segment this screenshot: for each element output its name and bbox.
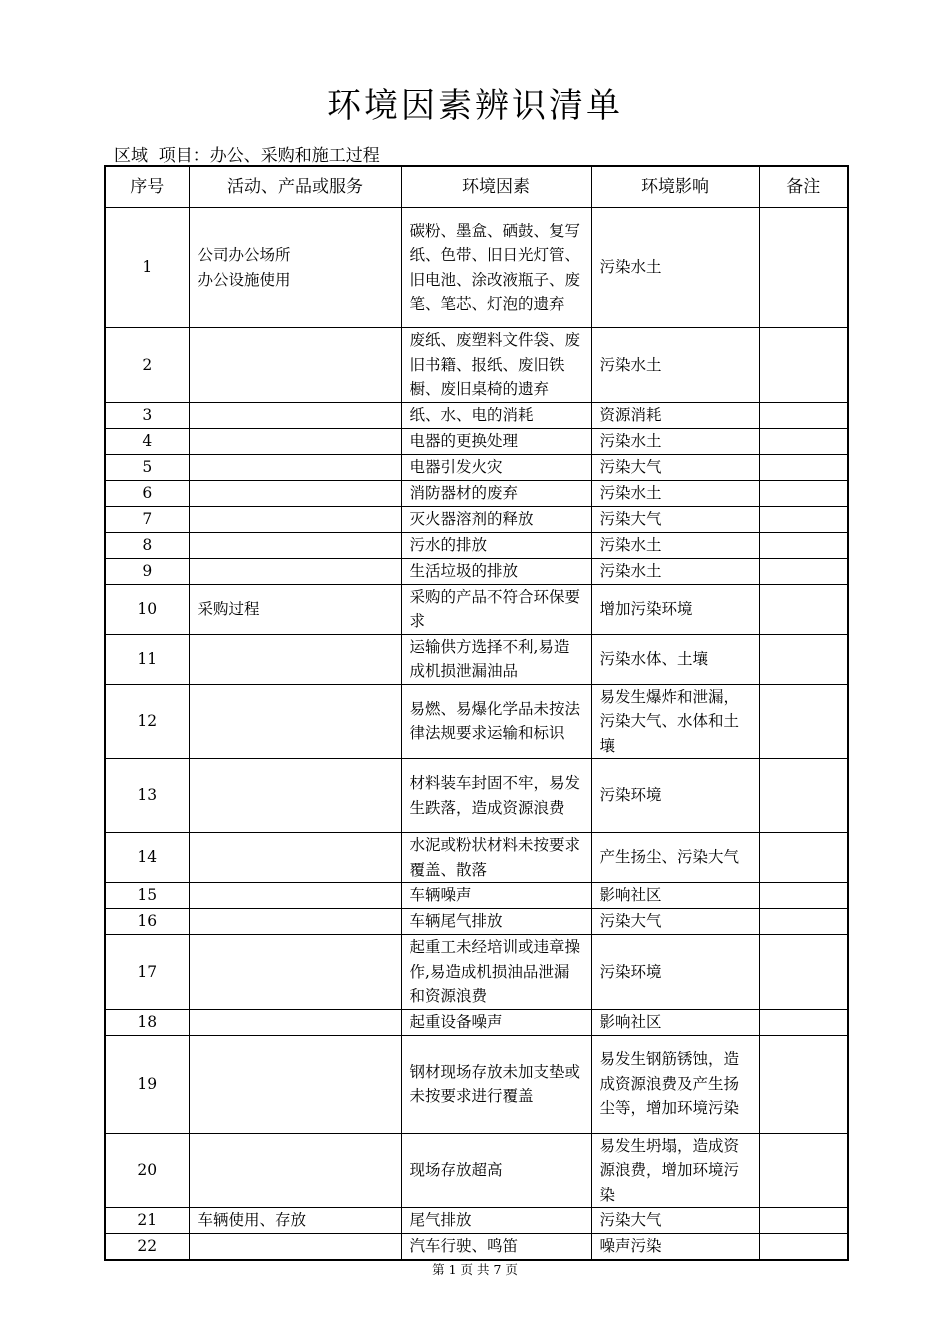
header-environmental-factor: 环境因素	[401, 166, 591, 208]
header-environmental-impact: 环境影响	[591, 166, 759, 208]
row-remark	[759, 1035, 848, 1133]
row-activity	[189, 935, 401, 1010]
row-environmental-factor: 钢材现场存放未加支垫或未按要求进行覆盖	[401, 1035, 591, 1133]
row-activity	[189, 506, 401, 532]
row-remark	[759, 208, 848, 328]
row-environmental-impact: 增加污染环境	[591, 584, 759, 634]
row-remark	[759, 428, 848, 454]
row-environmental-impact: 污染水体、土壤	[591, 634, 759, 684]
row-environmental-impact: 易发生爆炸和泄漏，污染大气、水体和土壤	[591, 684, 759, 759]
row-environmental-impact: 污染水土	[591, 208, 759, 328]
table-row	[105, 1208, 848, 1234]
row-remark	[759, 909, 848, 935]
row-environmental-impact: 资源消耗	[591, 402, 759, 428]
page-footer: 第 1 页 共 7 页	[432, 1262, 518, 1277]
row-environmental-impact: 污染水土	[591, 428, 759, 454]
row-environmental-factor: 灭火器溶剂的释放	[401, 506, 591, 532]
row-environmental-impact: 污染水土	[591, 532, 759, 558]
row-environmental-factor: 生活垃圾的排放	[401, 558, 591, 584]
row-remark	[759, 480, 848, 506]
row-activity: 公司办公场所 办公设施使用	[189, 208, 401, 328]
page-title: 环境因素辨识清单	[327, 86, 623, 126]
row-remark	[759, 883, 848, 909]
row-activity	[189, 428, 401, 454]
row-environmental-impact: 易发生钢筋锈蚀，造成资源浪费及产生扬尘等，增加环境污染	[591, 1035, 759, 1133]
table-row	[105, 883, 848, 909]
header-serial-number: 序号	[105, 166, 189, 208]
row-environmental-factor: 采购的产品不符合环保要求	[401, 584, 591, 634]
row-activity: 采购过程	[189, 584, 401, 634]
row-environmental-factor: 碳粉、墨盒、硒鼓、复写纸、色带、旧日光灯管、旧电池、涂改液瓶子、废笔、笔芯、灯泡的遗弃	[401, 208, 591, 328]
row-environmental-impact: 污染水土	[591, 480, 759, 506]
row-serial-number: 8	[105, 532, 189, 558]
row-serial-number: 15	[105, 883, 189, 909]
row-remark	[759, 1133, 848, 1208]
table-row	[105, 684, 848, 759]
table-row	[105, 935, 848, 1010]
table-row	[105, 402, 848, 428]
row-activity	[189, 328, 401, 403]
row-serial-number: 22	[105, 1234, 189, 1260]
table-row	[105, 328, 848, 403]
row-activity	[189, 558, 401, 584]
row-remark	[759, 506, 848, 532]
row-activity	[189, 1009, 401, 1035]
table-row	[105, 506, 848, 532]
table-row	[105, 454, 848, 480]
row-environmental-impact: 影响社区	[591, 883, 759, 909]
row-activity	[189, 1133, 401, 1208]
row-environmental-factor: 汽车行驶、鸣笛	[401, 1234, 591, 1260]
row-environmental-impact: 产生扬尘、污染大气	[591, 833, 759, 883]
row-environmental-impact: 污染水土	[591, 558, 759, 584]
row-environmental-factor: 尾气排放	[401, 1208, 591, 1234]
row-environmental-impact: 噪声污染	[591, 1234, 759, 1260]
table-row	[105, 1009, 848, 1035]
row-remark	[759, 454, 848, 480]
row-activity	[189, 684, 401, 759]
row-remark	[759, 634, 848, 684]
row-environmental-factor: 运输供方选择不利,易造成机损泄漏油品	[401, 634, 591, 684]
row-remark	[759, 328, 848, 403]
row-serial-number: 13	[105, 759, 189, 833]
row-environmental-factor: 纸、水、电的消耗	[401, 402, 591, 428]
row-remark	[759, 584, 848, 634]
row-environmental-factor: 水泥或粉状材料未按要求覆盖、散落	[401, 833, 591, 883]
row-serial-number: 19	[105, 1035, 189, 1133]
table-row	[105, 1133, 848, 1208]
row-serial-number: 17	[105, 935, 189, 1010]
row-environmental-impact: 污染大气	[591, 1208, 759, 1234]
row-environmental-impact: 影响社区	[591, 1009, 759, 1035]
table-row	[105, 634, 848, 684]
table-body	[105, 208, 848, 1260]
row-remark	[759, 1009, 848, 1035]
row-serial-number: 2	[105, 328, 189, 403]
row-environmental-factor: 废纸、废塑料文件袋、废旧书籍、报纸、废旧铁橱、废旧桌椅的遗弃	[401, 328, 591, 403]
row-environmental-factor: 起重设备噪声	[401, 1009, 591, 1035]
row-activity: 车辆使用、存放	[189, 1208, 401, 1234]
row-environmental-factor: 消防器材的废弃	[401, 480, 591, 506]
row-environmental-impact: 易发生坍塌，造成资源浪费，增加环境污染	[591, 1133, 759, 1208]
row-serial-number: 16	[105, 909, 189, 935]
row-environmental-impact: 污染环境	[591, 935, 759, 1010]
row-environmental-factor: 起重工未经培训或违章操作,易造成机损油品泄漏和资源浪费	[401, 935, 591, 1010]
row-serial-number: 21	[105, 1208, 189, 1234]
row-remark	[759, 935, 848, 1010]
table-row	[105, 532, 848, 558]
row-remark	[759, 402, 848, 428]
table-row	[105, 759, 848, 833]
row-serial-number: 12	[105, 684, 189, 759]
row-environmental-impact: 污染水土	[591, 328, 759, 403]
row-activity	[189, 759, 401, 833]
environment-factor-table-container	[104, 165, 847, 1261]
table-row	[105, 558, 848, 584]
row-activity	[189, 402, 401, 428]
row-activity	[189, 480, 401, 506]
row-environmental-impact: 污染大气	[591, 454, 759, 480]
row-serial-number: 10	[105, 584, 189, 634]
row-serial-number: 1	[105, 208, 189, 328]
environment-factor-table	[104, 165, 849, 1261]
row-remark	[759, 532, 848, 558]
row-serial-number: 14	[105, 833, 189, 883]
table-row	[105, 909, 848, 935]
row-environmental-factor: 现场存放超高	[401, 1133, 591, 1208]
row-serial-number: 6	[105, 480, 189, 506]
row-activity	[189, 1035, 401, 1133]
row-environmental-impact: 污染环境	[591, 759, 759, 833]
row-remark	[759, 833, 848, 883]
row-serial-number: 7	[105, 506, 189, 532]
table-row	[105, 833, 848, 883]
row-environmental-factor: 电器引发火灾	[401, 454, 591, 480]
row-remark	[759, 759, 848, 833]
table-row	[105, 1234, 848, 1260]
row-serial-number: 18	[105, 1009, 189, 1035]
row-environmental-factor: 材料装车封固不牢，易发生跌落，造成资源浪费	[401, 759, 591, 833]
table-row	[105, 584, 848, 634]
row-environmental-factor: 电器的更换处理	[401, 428, 591, 454]
row-environmental-factor: 易燃、易爆化学品未按法律法规要求运输和标识	[401, 684, 591, 759]
row-remark	[759, 558, 848, 584]
table-row	[105, 208, 848, 328]
row-activity	[189, 1234, 401, 1260]
row-serial-number: 5	[105, 454, 189, 480]
table-header-row	[105, 166, 848, 208]
row-remark	[759, 684, 848, 759]
row-activity	[189, 634, 401, 684]
table-row	[105, 480, 848, 506]
table-row	[105, 1035, 848, 1133]
header-remarks: 备注	[759, 166, 848, 208]
row-serial-number: 9	[105, 558, 189, 584]
row-remark	[759, 1234, 848, 1260]
table-row	[105, 428, 848, 454]
row-serial-number: 3	[105, 402, 189, 428]
row-serial-number: 4	[105, 428, 189, 454]
row-serial-number: 20	[105, 1133, 189, 1208]
area-project-line: 区域 项目：办公、采购和施工过程	[114, 146, 380, 166]
row-activity	[189, 532, 401, 558]
row-serial-number: 11	[105, 634, 189, 684]
row-environmental-factor: 车辆尾气排放	[401, 909, 591, 935]
row-remark	[759, 1208, 848, 1234]
row-activity	[189, 454, 401, 480]
row-activity	[189, 883, 401, 909]
header-activity: 活动、产品或服务	[189, 166, 401, 208]
row-environmental-impact: 污染大气	[591, 909, 759, 935]
row-activity	[189, 833, 401, 883]
row-environmental-factor: 污水的排放	[401, 532, 591, 558]
row-activity	[189, 909, 401, 935]
row-environmental-factor: 车辆噪声	[401, 883, 591, 909]
row-environmental-impact: 污染大气	[591, 506, 759, 532]
